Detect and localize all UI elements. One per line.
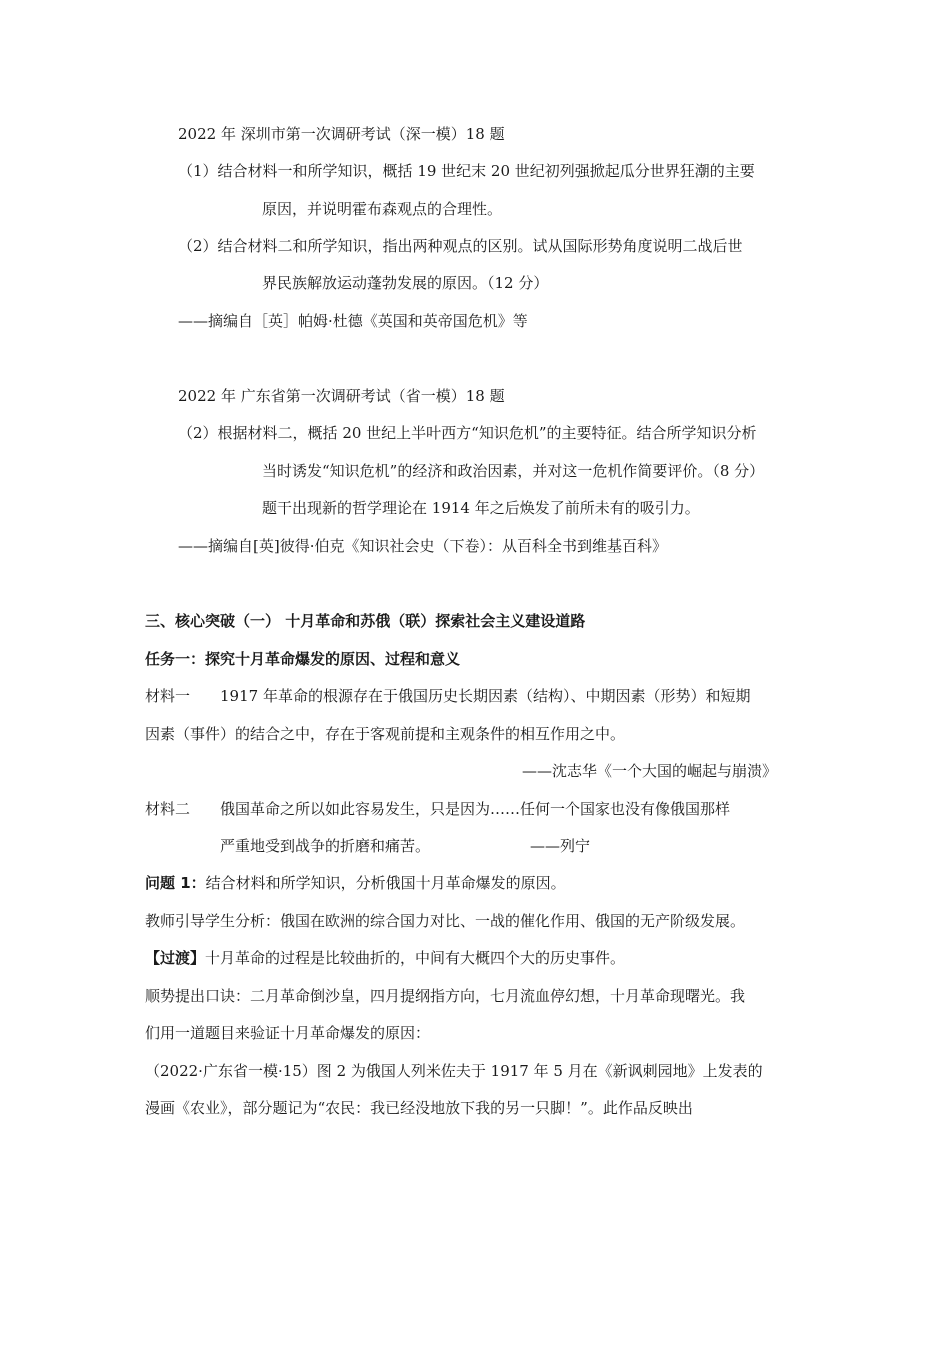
material1-line2: 因素（事件）的结合之中，存在于客观前提和主观条件的相互作用之中。 xyxy=(145,725,626,743)
section-title: 三、核心突破（一） 十月革命和苏俄（联）探索社会主义建设道路 xyxy=(145,612,586,630)
teacher-guide: 教师引导学生分析：俄国在欧洲的综合国力对比、一战的催化作用、俄国的无产阶级发展。 xyxy=(145,912,746,930)
material2-source: ——列宁 xyxy=(530,837,591,855)
question-1-label: 问题 1： xyxy=(145,874,206,892)
block2-source: ——摘编自[英]彼得·伯克《知识社会史（下卷）：从百科全书到维基百科》 xyxy=(178,537,667,555)
mnemonic-line1: 顺势提出口诀：二月革命倒沙皇，四月提纲指方向，七月流血停幻想，十月革命现曙光。我 xyxy=(145,987,746,1005)
block2-header: 2022 年 广东省第一次调研考试（省一模）18 题 xyxy=(178,387,505,405)
transition-text: 十月革命的过程是比较曲折的，中间有大概四个大的历史事件。 xyxy=(205,949,626,967)
transition xyxy=(145,948,625,968)
mnemonic-line2: 们用一道题目来验证十月革命爆发的原因： xyxy=(145,1024,431,1042)
material1-source: ——沈志华《一个大国的崛起与崩溃》 xyxy=(522,762,778,780)
task-title: 任务一：探究十月革命爆发的原因、过程和意义 xyxy=(145,650,461,668)
block1-source: ——摘编自［英］帕姆·杜德《英国和英帝国危机》等 xyxy=(178,312,528,330)
question-1-text: 结合材料和所学知识，分析俄国十月革命爆发的原因。 xyxy=(205,874,566,892)
question-1 xyxy=(145,873,566,893)
exam-line2: 漫画《农业》，部分题记为“农民：我已经没地放下我的另一只脚！”。此作品反映出 xyxy=(145,1099,693,1117)
block2-q2-line2: 当时诱发“知识危机”的经济和政治因素，并对这一危机作简要评价。（8 分） xyxy=(262,462,765,480)
block2-q2-line1: （2）根据材料二，概括 20 世纪上半叶西方“知识危机”的主要特征。结合所学知识分析 xyxy=(178,424,757,442)
material1-label: 材料一 xyxy=(145,687,191,705)
block1-q2-line2: 界民族解放运动蓬勃发展的原因。（12 分） xyxy=(262,274,549,292)
block1-q1-line2: 原因，并说明霍布森观点的合理性。 xyxy=(262,200,503,218)
material2-line2: 严重地受到战争的折磨和痛苦。 xyxy=(220,837,431,855)
block1-q1-line1: （1）结合材料一和所学知识，概括 19 世纪末 20 世纪初列强掀起瓜分世界狂潮的主要 xyxy=(178,162,755,180)
transition-label: 【过渡】 xyxy=(145,949,206,967)
material2-label: 材料二 xyxy=(145,800,191,818)
material1-line1: 1917 年革命的根源存在于俄国历史长期因素（结构）、中期因素（形势）和短期 xyxy=(220,687,751,705)
block2-q2-line3: 题干出现新的哲学理论在 1914 年之后焕发了前所未有的吸引力。 xyxy=(262,499,700,517)
block1-q2-line1: （2）结合材料二和所学知识，指出两种观点的区别。试从国际形势角度说明二战后世 xyxy=(178,237,743,255)
material2-line1: 俄国革命之所以如此容易发生，只是因为……任何一个国家也没有像俄国那样 xyxy=(220,800,731,818)
block1-header: 2022 年 深圳市第一次调研考试（深一模）18 题 xyxy=(178,125,505,143)
exam-line1: （2022·广东省一模·15）图 2 为俄国人列米佐夫于 1917 年 5 月在《新讽刺园地》上发表的 xyxy=(145,1062,763,1080)
